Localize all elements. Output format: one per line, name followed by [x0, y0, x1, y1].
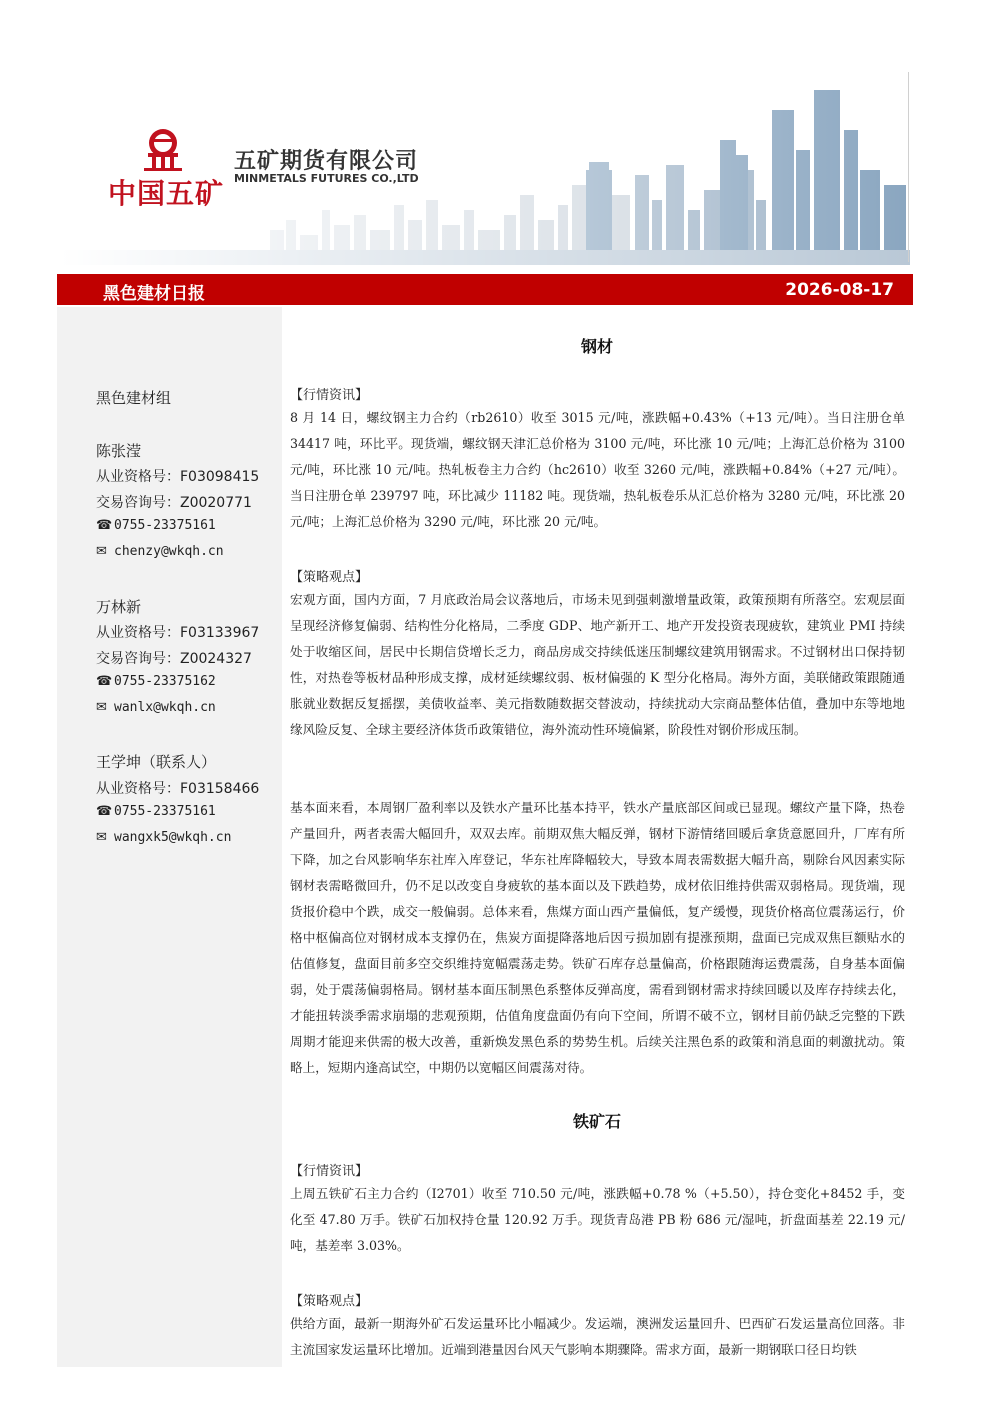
logo-text: 中国五矿 — [108, 177, 225, 210]
section-title-steel: 钢材 — [580, 337, 613, 356]
analyst-name: 王学坤（联系人） — [96, 753, 217, 771]
steel-news-paragraph: 8 月 14 日，螺纹钢主力合约（rb2610）收至 3015 元/吨，涨跌幅+0.43%（+13 元/吨）。当日注册仓单 34417 吨，环比平。现货端，螺纹钢天津汇总价格为 3100 元/吨，环比涨 10 元/吨；上海汇总价格为 3100 元/吨，环比涨 10 元/吨。热轧板卷主力合约（hc2610）收至 3260 元/吨，涨跌幅+0.84%（+27 元/吨）。当日注册仓单 239797 吨，环比减少 11182 吨。现货端，热轧板卷乐从汇总价格为 3280 元/吨，环比涨 20 元/吨；上海汇总价格为 3290 元/吨，环比涨 20 元/吨。 — [290, 410, 905, 529]
report-header — [0, 0, 992, 270]
analyst-phone: ☎ 0755-23375162 — [96, 674, 216, 689]
analyst-name: 陈张滢 — [96, 442, 142, 460]
analyst-license: 从业资格号：F03133967 — [96, 625, 260, 641]
analyst-phone: ☎ 0755-23375161 — [96, 804, 216, 819]
envelope-icon: ✉ — [96, 544, 107, 559]
analyst-consult-no: 交易咨询号：Z0020771 — [96, 495, 252, 511]
phone-icon: ☎ — [96, 804, 113, 819]
strategy-tag: 【策略观点】 — [290, 1294, 369, 1309]
company-name: 五矿期货有限公司 — [234, 149, 419, 174]
analyst-email[interactable]: ✉ chenzy@wkqh.cn — [96, 544, 224, 559]
city-skyline-image — [60, 70, 910, 265]
envelope-icon: ✉ — [96, 830, 107, 845]
iron-ore-news-paragraph: 上周五铁矿石主力合约（I2701）收至 710.50 元/吨，涨跌幅+0.78 %（+5.50），持仓变化+8452 手，变化至 47.80 万手。铁矿石加权持仓量 120.92 万手。现货青岛港 PB 粉 686 元/湿吨，折盘面基差 22.19 元/吨，基差率 3.03%。 — [290, 1186, 905, 1253]
envelope-icon: ✉ — [96, 700, 107, 715]
analyst-license: 从业资格号：F03158466 — [96, 781, 260, 797]
steel-macro-paragraph: 宏观方面，国内方面，7 月底政治局会议落地后，市场未见到强刺激增量政策，政策预期有所落空。宏观层面呈现经济修复偏弱、结构性分化格局，二季度 GDP、地产新开工、地产开发投资表现疲软，建筑业 PMI 持续处于收缩区间，居民中长期信贷增长乏力，商品房成交持续低迷压制螺纹建筑用钢需求。不过钢材出口保持韧性，对热卷等板材品种形成支撑，成材延续螺纹弱、板材偏强的 K 型分化格局。海外方面，美联储政策跟随通胀就业数据反复摇摆，美债收益率、美元指数随数据交替波动，持续扰动大宗商品整体估值，叠加中东等地地缘风险反复、全球主要经济体货币政策错位，海外流动性环境偏紧，阶段性对钢价形成压制。 — [290, 592, 905, 737]
analyst-name: 万林新 — [96, 598, 142, 616]
report-date: 2026-08-17 — [785, 280, 894, 300]
analyst-email[interactable]: ✉ wangxk5@wkqh.cn — [96, 830, 232, 845]
company-name-en: MINMETALS FUTURES CO.,LTD — [234, 172, 419, 185]
steel-fundamental-paragraph: 基本面来看，本周钢厂盈利率以及铁水产量环比基本持平，铁水产量底部区间或已显现。螺纹产量下降，热卷产量回升，两者表需大幅回升，双双去库。前期双焦大幅反弹，钢材下游情绪回暖后拿货意愿回升，厂库有所下降，加之台风影响华东社库入库登记，华东社库降幅较大，导致本周表需数据大幅升高，剔除台风因素实际钢材表需略微回升，仍不足以改变自身疲软的基本面以及下跌趋势，成材依旧维持供需双弱格局。现货端，现货报价稳中个跌，成交一般偏弱。总体来看，焦煤方面山西产量偏低，复产缓慢，现货价格高位震荡运行，价格中枢偏高位对钢材成本支撑仍在，焦炭方面提降落地后因亏损加剧有提涨预期，盘面已完成双焦巨额贴水的估值修复，盘面目前多空交织维持宽幅震荡走势。铁矿石库存总量偏高，价格跟随海运费震荡，自身基本面偏弱，处于震荡偏弱格局。钢材基本面压制黑色系整体反弹高度，需看到钢材需求持续回暖以及库存持续去化，才能扭转淡季需求崩塌的悲观预期，估值角度盘面仍有向下空间，所谓不破不立，钢材目前仍缺乏完整的下跌周期才能迎来供需的极大改善，重新焕发黑色系的势势生机。后续关注黑色系的政策和消息面的刺激扰动。策略上，短期内逢高试空，中期仍以宽幅区间震荡对待。 — [290, 800, 905, 1075]
phone-icon: ☎ — [96, 674, 113, 689]
iron-ore-supply-paragraph: 供给方面，最新一期海外矿石发运量环比小幅减少。发运端，澳洲发运量回升、巴西矿石发运量高位回落。非主流国家发运量环比增加。近端到港量因台风天气影响本期骤降。需求方面，最新一期钢联口径日均铁 — [290, 1316, 905, 1357]
group-name: 黑色建材组 — [96, 389, 172, 407]
phone-icon: ☎ — [96, 518, 113, 533]
analyst-license: 从业资格号：F03098415 — [96, 469, 260, 485]
header-divider — [908, 72, 909, 262]
analyst-consult-no: 交易咨询号：Z0024327 — [96, 651, 252, 667]
analyst-email[interactable]: ✉ wanlx@wkqh.cn — [96, 700, 216, 715]
minmetals-emblem-icon — [140, 127, 186, 171]
section-title-iron-ore: 铁矿石 — [572, 1112, 621, 1131]
news-tag: 【行情资讯】 — [290, 1164, 369, 1179]
news-tag: 【行情资讯】 — [290, 388, 369, 403]
report-title: 黑色建材日报 — [103, 284, 205, 304]
analyst-phone: ☎ 0755-23375161 — [96, 518, 216, 533]
strategy-tag: 【策略观点】 — [290, 570, 369, 585]
